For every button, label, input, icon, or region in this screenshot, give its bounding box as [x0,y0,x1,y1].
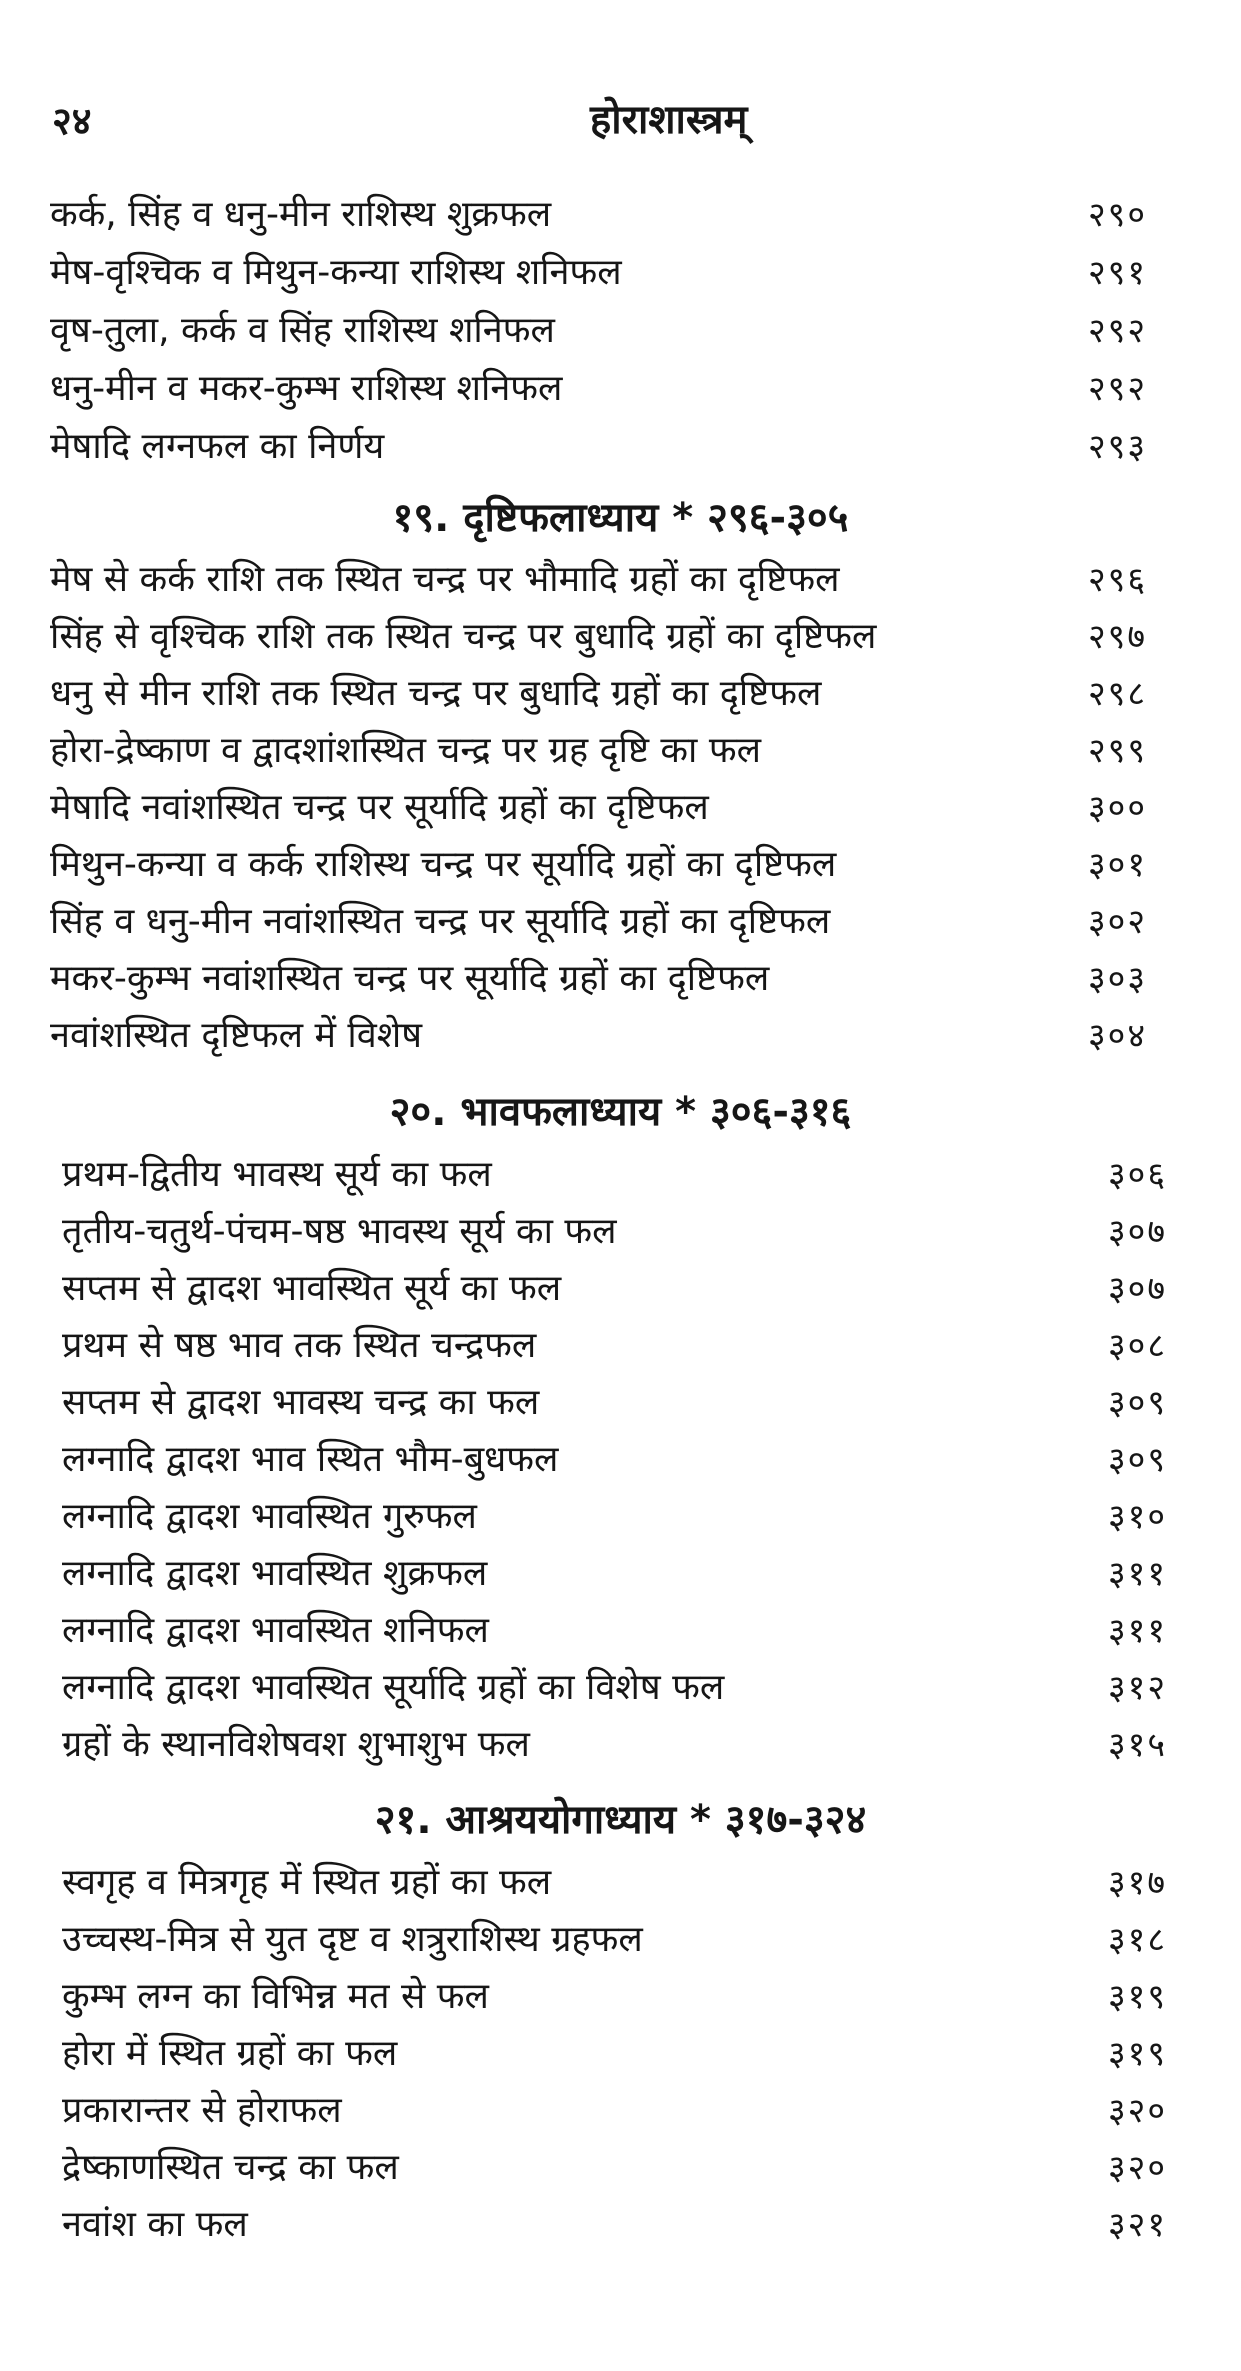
toc-entry [0,1207,1241,1257]
toc-entry-page-number: ३०३ [1088,959,1148,999]
toc-entry-title: सप्तम से द्वादश भावस्थ चन्द्र का फल [62,1382,540,1423]
chapter-heading: २१. आश्रययोगाध्याय * ३१७-३२४ [374,1797,867,1843]
toc-entry-page-number: ३०२ [1088,902,1148,942]
toc-entry-title: लग्नादि द्वादश भावस्थित गुरुफल [62,1496,477,1537]
toc-entry-title: स्वगृह व मित्रगृह में स्थित ग्रहों का फल [62,1862,552,1903]
toc-entry-page-number: २९२ [1088,369,1148,409]
toc-entry-title: कुम्भ लग्न का विभिन्न मत से फल [62,1976,489,2017]
toc-entry-title: कर्क, सिंह व धनु-मीन राशिस्थ शुक्रफल [50,194,552,235]
toc-entry [0,1011,1241,1061]
toc-entry [0,2200,1241,2250]
toc-entry [0,1720,1241,1770]
toc-entry-page-number: ३१९ [1108,1977,1168,2017]
toc-entry-page-number: ३०९ [1108,1440,1168,1480]
toc-entry-title: धनु-मीन व मकर-कुम्भ राशिस्थ शनिफल [50,368,563,409]
toc-entry [0,726,1241,776]
toc-entry [0,190,1241,240]
toc-entry-page-number: ३०८ [1108,1326,1168,1366]
toc-entry-page-number: ३१० [1108,1497,1168,1537]
toc-entry-page-number: ३११ [1108,1554,1168,1594]
page-number: २४ [52,99,92,143]
toc-entry-title: ग्रहों के स्थानविशेषवश शुभाशुभ फल [62,1724,530,1765]
toc-entry-page-number: ३११ [1108,1611,1168,1651]
chapter-heading: १९. दृष्टिफलाध्याय * २९६-३०५ [392,495,849,541]
toc-entry [0,1858,1241,1908]
toc-entry-title: मेष-वृश्चिक व मिथुन-कन्या राशिस्थ शनिफल [50,252,622,293]
toc-entry [0,1264,1241,1314]
toc-entry-page-number: ३०९ [1108,1383,1168,1423]
toc-entry [0,783,1241,833]
toc-entry-title: प्रथम-द्वितीय भावस्थ सूर्य का फल [62,1154,492,1195]
toc-entry [0,897,1241,947]
chapter-heading: २०. भावफलाध्याय * ३०६-३१६ [389,1089,852,1135]
toc-entry-title: लग्नादि द्वादश भावस्थित सूर्यादि ग्रहों का विशेष फल [62,1667,725,1708]
toc-entry [0,555,1241,605]
toc-entry-title: धनु से मीन राशि तक स्थित चन्द्र पर बुधादि ग्रहों का दृष्टिफल [50,673,822,714]
toc-entry-title: तृतीय-चतुर्थ-पंचम-षष्ठ भावस्थ सूर्य का फल [62,1211,617,1252]
toc-entry-title: लग्नादि द्वादश भावस्थित शुक्रफल [62,1553,488,1594]
toc-entry-title: लग्नादि द्वादश भावस्थित शनिफल [62,1610,489,1651]
toc-entry-page-number: ३०६ [1108,1155,1168,1195]
toc-entry [0,2143,1241,2193]
toc-entry [0,612,1241,662]
toc-entry-title: उच्चस्थ-मित्र से युत दृष्ट व शत्रुराशिस्थ ग्रहफल [62,1919,643,1960]
toc-entry-title: प्रथम से षष्ठ भाव तक स्थित चन्द्रफल [62,1325,537,1366]
toc-entry-page-number: २९२ [1088,311,1148,351]
toc-entry-title: प्रकारान्तर से होराफल [62,2090,342,2131]
toc-entry [0,2029,1241,2079]
toc-entry-page-number: ३०१ [1088,845,1148,885]
toc-entry-page-number: ३०४ [1088,1016,1148,1056]
toc-entry-page-number: २९९ [1088,731,1148,771]
toc-entry [0,1915,1241,1965]
toc-entry-page-number: २९१ [1088,253,1148,293]
toc-entry-title: मकर-कुम्भ नवांशस्थित चन्द्र पर सूर्यादि ग्रहों का दृष्टिफल [50,958,770,999]
toc-entry-title: वृष-तुला, कर्क व सिंह राशिस्थ शनिफल [50,310,555,351]
toc-entry-title: मेषादि नवांशस्थित चन्द्र पर सूर्यादि ग्रहों का दृष्टिफल [50,787,709,828]
toc-entry-title: सप्तम से द्वादश भावस्थित सूर्य का फल [62,1268,562,1309]
toc-entry [0,1606,1241,1656]
toc-entry-page-number: २९८ [1088,674,1148,714]
toc-entry [0,1972,1241,2022]
toc-entry-title: लग्नादि द्वादश भाव स्थित भौम-बुधफल [62,1439,559,1480]
toc-entry-title: होरा में स्थित ग्रहों का फल [62,2033,398,2074]
toc-entry-page-number: ३१९ [1108,2034,1168,2074]
toc-entry [0,1492,1241,1542]
toc-entry [0,1663,1241,1713]
toc-entry [0,1435,1241,1485]
toc-entry-page-number: ३१७ [1108,1863,1168,1903]
toc-entry-page-number: ३२० [1108,2148,1168,2188]
toc-entry [0,248,1241,298]
toc-entry-page-number: ३१८ [1108,1920,1168,1960]
toc-entry-title: होरा-द्रेष्काण व द्वादशांशस्थित चन्द्र पर ग्रह दृष्टि का फल [50,730,761,771]
toc-entry [0,364,1241,414]
toc-entry-page-number: २९० [1088,195,1148,235]
toc-entry [0,669,1241,719]
toc-entry-title: मिथुन-कन्या व कर्क राशिस्थ चन्द्र पर सूर्यादि ग्रहों का दृष्टिफल [50,844,837,885]
toc-entry-title: नवांशस्थित दृष्टिफल में विशेष [50,1015,423,1056]
toc-entry-title: सिंह व धनु-मीन नवांशस्थित चन्द्र पर सूर्यादि ग्रहों का दृष्टिफल [50,901,831,942]
toc-entry [0,840,1241,890]
toc-entry [0,1378,1241,1428]
toc-entry [0,1321,1241,1371]
toc-entry-title: द्रेष्काणस्थित चन्द्र का फल [62,2147,399,2188]
toc-entry [0,1150,1241,1200]
toc-entry-page-number: २९३ [1088,427,1148,467]
toc-entry-page-number: ३२० [1108,2091,1168,2131]
toc-entry-page-number: २९६ [1088,560,1148,600]
toc-entry-page-number: ३२१ [1108,2205,1168,2245]
toc-entry-page-number: ३१५ [1108,1725,1168,1765]
toc-entry-title: मेषादि लग्नफल का निर्णय [50,426,385,467]
toc-entry-title: सिंह से वृश्चिक राशि तक स्थित चन्द्र पर बुधादि ग्रहों का दृष्टिफल [50,616,877,657]
toc-entry [0,954,1241,1004]
toc-entry-title: मेष से कर्क राशि तक स्थित चन्द्र पर भौमादि ग्रहों का दृष्टिफल [50,559,840,600]
toc-entry-page-number: ३१२ [1108,1668,1168,1708]
toc-entry-title: नवांश का फल [62,2204,248,2245]
toc-entry [0,306,1241,356]
toc-entry-page-number: २९७ [1088,617,1148,657]
toc-entry [0,1549,1241,1599]
toc-entry [0,2086,1241,2136]
toc-entry-page-number: ३०७ [1108,1212,1168,1252]
toc-entry [0,422,1241,472]
running-header-title: होराशास्त्रम् [590,97,748,143]
toc-entry-page-number: ३०७ [1108,1269,1168,1309]
toc-entry-page-number: ३०० [1088,788,1148,828]
